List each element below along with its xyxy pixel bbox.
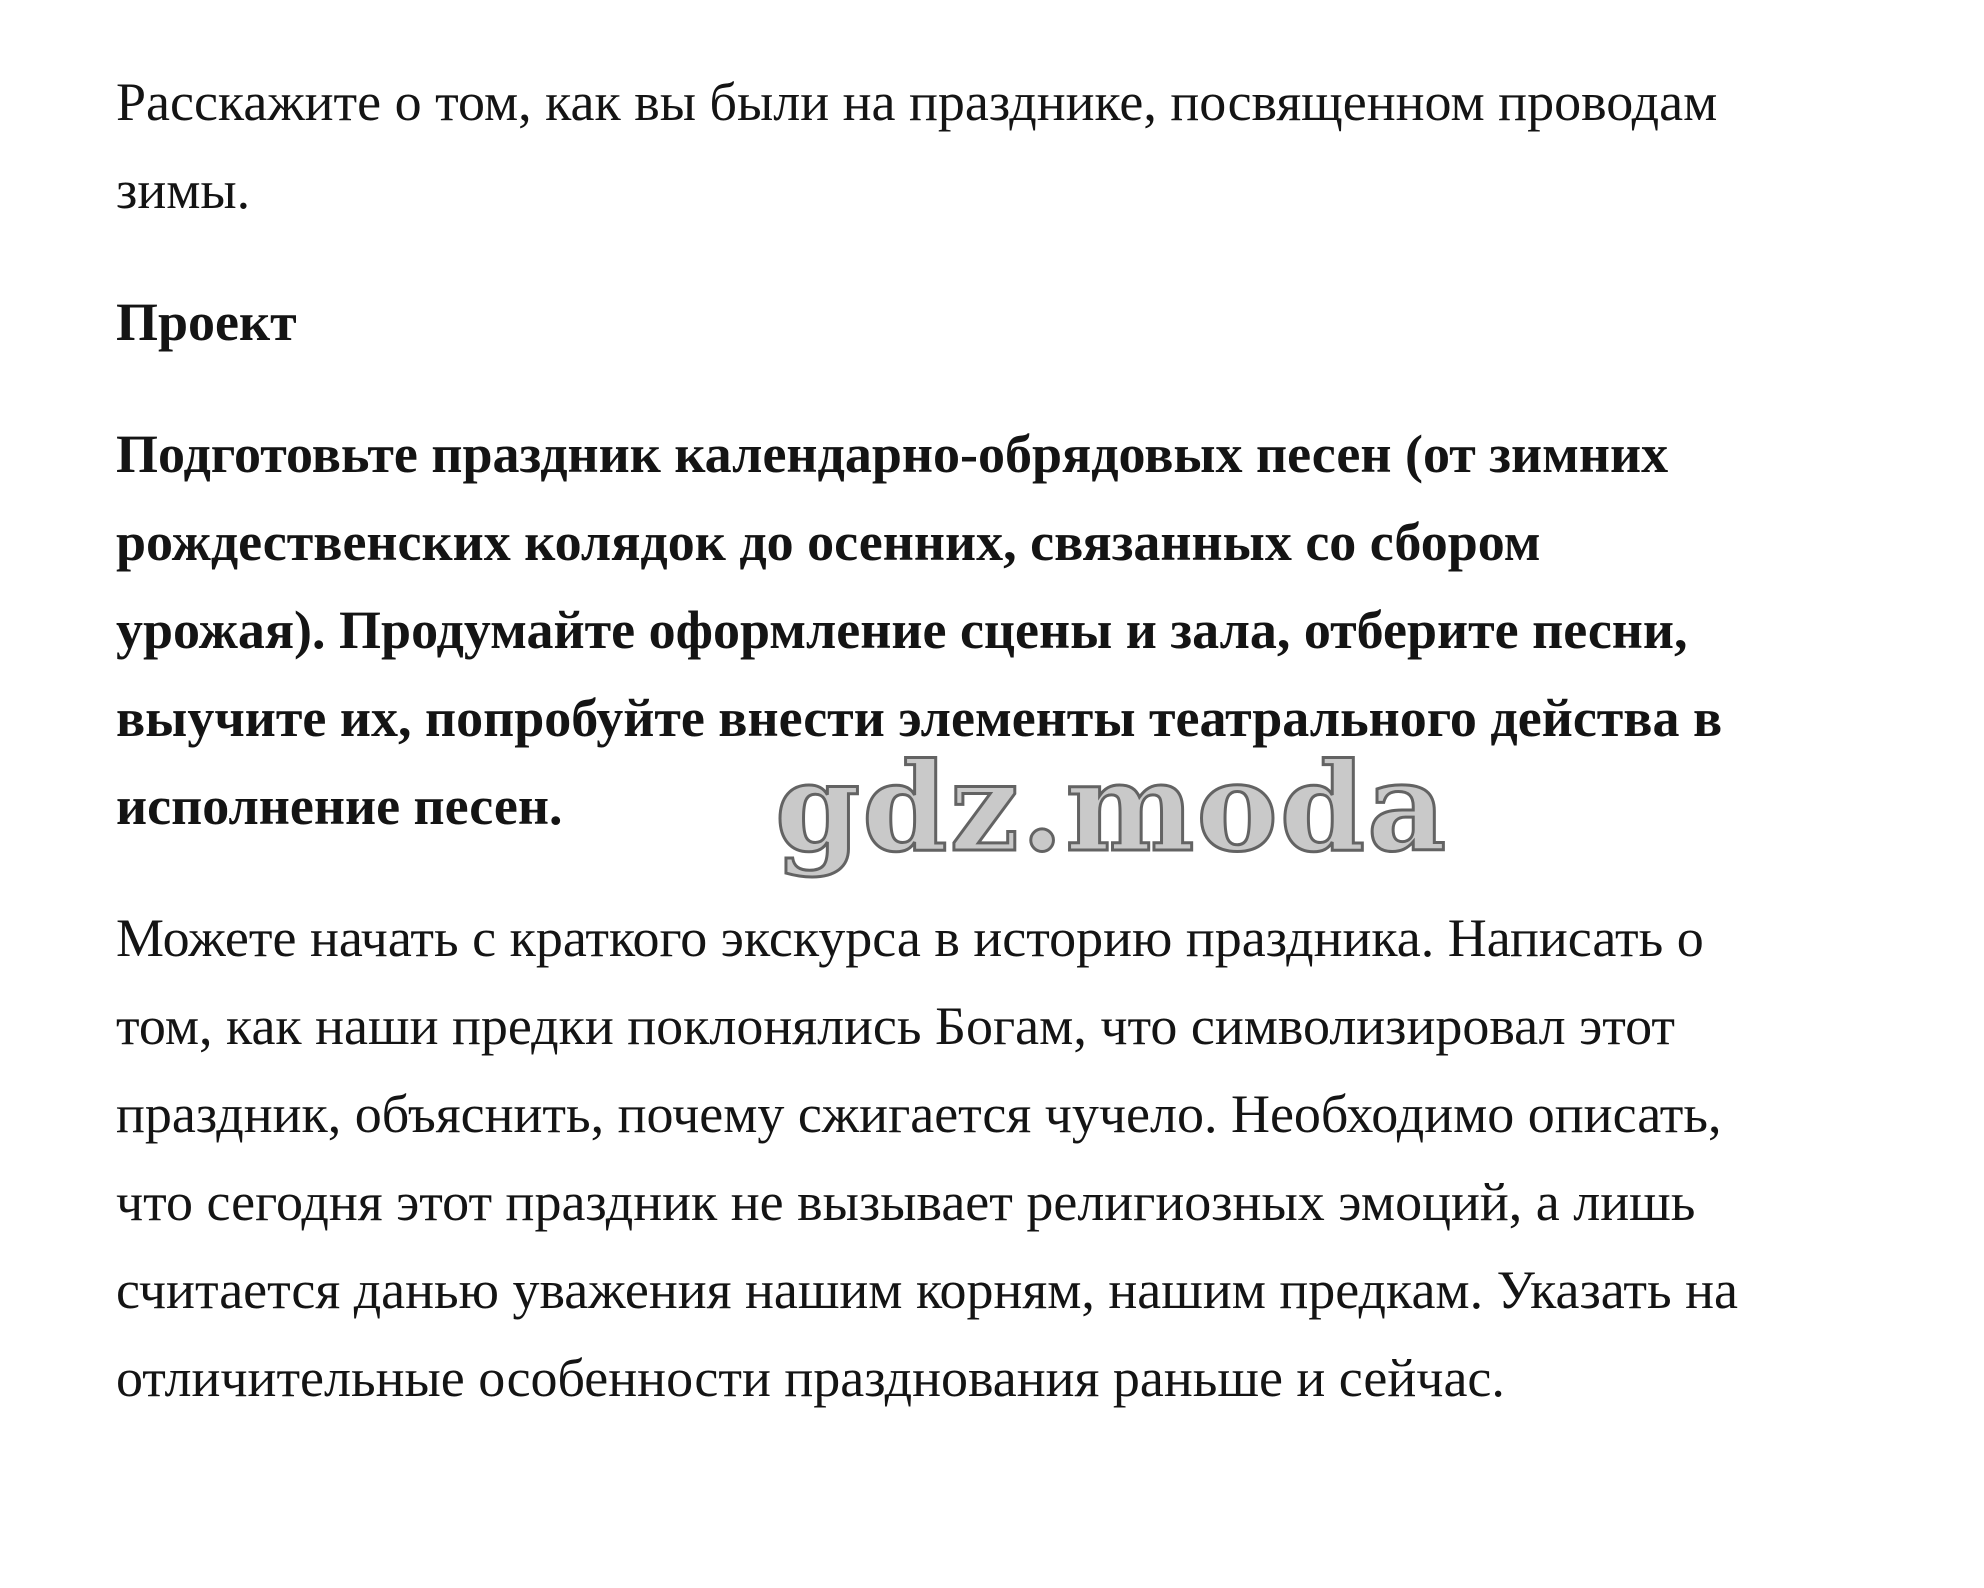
intro-line: Расскажите о том, как вы были на празднике, посвященном проводам <box>116 72 1718 132</box>
document-page <box>116 58 1916 1422</box>
watermark-logo: gdz.moda <box>775 735 1449 879</box>
section-heading: Проект <box>116 292 297 352</box>
task-line: Подготовьте праздник календарно-обрядовых песен (от зимних <box>116 424 1669 484</box>
body-line: отличительные особенности празднования раньше и сейчас. <box>116 1348 1505 1408</box>
body-paragraph <box>116 894 1916 1422</box>
intro-line: зимы. <box>116 160 251 220</box>
task-line: урожая). Продумайте оформление сцены и зала, отберите песни, <box>116 600 1688 660</box>
task-paragraph <box>116 410 1916 850</box>
body-line: что сегодня этот праздник не вызывает религиозных эмоций, а лишь <box>116 1172 1696 1232</box>
body-line: считается данью уважения нашим корням, нашим предкам. Указать на <box>116 1260 1738 1320</box>
body-line: Можете начать с краткого экскурса в историю праздника. Написать о <box>116 908 1704 968</box>
body-line: праздник, объяснить, почему сжигается чучело. Необходимо описать, <box>116 1084 1722 1144</box>
intro-paragraph <box>116 58 1916 234</box>
task-line: рождественских колядок до осенних, связанных со сбором <box>116 512 1541 572</box>
body-line: том, как наши предки поклонялись Богам, что символизировал этот <box>116 996 1676 1056</box>
task-line: выучите их, попробуйте внести элементы театрального действа в <box>116 688 1723 748</box>
task-line: исполнение песен. <box>116 776 563 836</box>
